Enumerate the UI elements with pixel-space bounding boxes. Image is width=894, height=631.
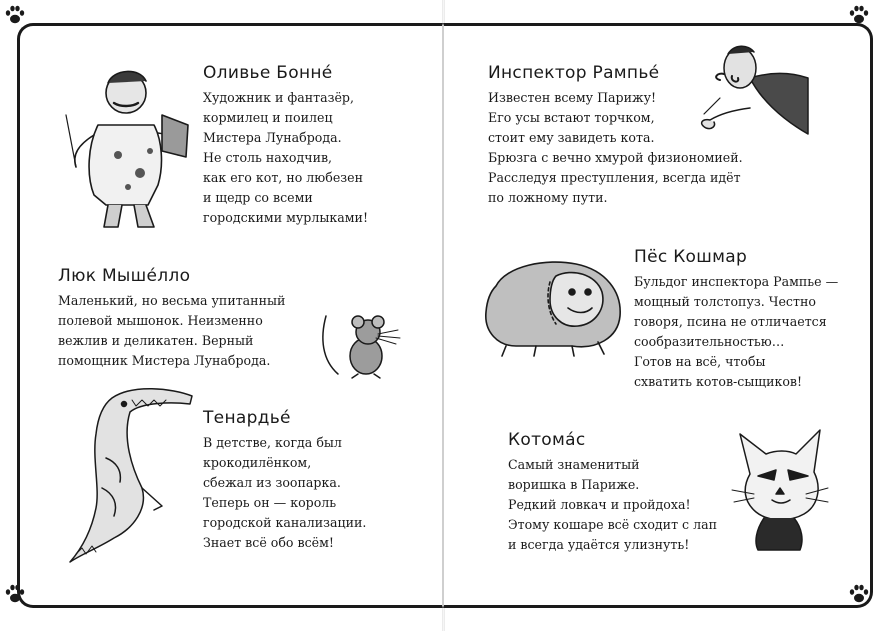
character-description [203, 433, 366, 553]
character-name: Люк Мыше́лло [58, 266, 191, 286]
description-line: Знает всё обо всём! [203, 535, 334, 550]
character-name: Оливье Бонне́ [203, 63, 333, 83]
description-line: говоря, псина не отличается [634, 314, 827, 329]
description-line: как его кот, но любезен [203, 170, 364, 185]
character-name: Пёс Кошмар [634, 247, 748, 267]
description-line: Известен всему Парижу! [488, 90, 657, 105]
description-line: Редкий ловкач и пройдоха! [508, 497, 691, 512]
description-line: В детстве, когда был [203, 435, 342, 450]
character-description [203, 88, 368, 228]
cat-illustration [730, 414, 830, 552]
description-line: Готов на всё, чтобы [634, 354, 766, 369]
character-name: Тенардье́ [203, 408, 291, 428]
description-line: Брюзга с вечно хмурой физиономией. [488, 150, 743, 165]
description-line: стоит ему завидеть кота. [488, 130, 655, 145]
bulldog-illustration [476, 246, 626, 358]
description-line: городской канализации. [203, 515, 367, 530]
paw-print-icon [848, 583, 870, 605]
character-entry [203, 407, 366, 553]
description-line: Бульдог инспектора Рампье — [634, 274, 839, 289]
description-line: Самый знаменитый [508, 457, 640, 472]
description-line: помощник Мистера Лунаброда. [58, 353, 271, 368]
description-line: и щедр со всеми [203, 190, 313, 205]
description-line: сбежал из зоопарка. [203, 475, 341, 490]
description-line: Не столь находчив, [203, 150, 333, 165]
character-entry [508, 429, 717, 555]
description-line: вежлив и деликатен. Верный [58, 333, 254, 348]
description-line: сообразительностью… [634, 334, 785, 349]
description-line: Теперь он — король [203, 495, 337, 510]
character-name: Инспектор Рампье́ [488, 63, 660, 83]
character-entry [634, 246, 838, 392]
description-line: по ложному пути. [488, 190, 608, 205]
description-line: кормилец и поилец [203, 110, 333, 125]
character-description [58, 291, 285, 371]
description-line: Этому кошаре всё сходит с лап [508, 517, 717, 532]
description-line: и всегда удаётся улизнуть! [508, 537, 690, 552]
character-description [634, 272, 838, 392]
description-line: Мистера Лунаброда. [203, 130, 342, 145]
character-name: Котома́с [508, 430, 586, 450]
paw-print-icon [848, 4, 870, 26]
description-line: городскими мурлыками! [203, 210, 369, 225]
description-line: Его усы встают торчком, [488, 110, 655, 125]
description-line: полевой мышонок. Неизменно [58, 313, 263, 328]
description-line: схватить котов-сыщиков! [634, 374, 803, 389]
description-line: воришка в Париже. [508, 477, 640, 492]
character-entry [58, 265, 285, 371]
character-entry [203, 62, 368, 228]
character-description [508, 455, 717, 555]
description-line: мощный толстопуз. Честно [634, 294, 816, 309]
inspector-illustration [690, 38, 810, 143]
paw-print-icon [4, 583, 26, 605]
crocodile-illustration [62, 378, 197, 568]
painter-illustration [58, 55, 194, 235]
paw-print-icon [4, 4, 26, 26]
description-line: Художник и фантазёр, [203, 90, 354, 105]
description-line: Расследуя преступления, всегда идёт [488, 170, 741, 185]
mouse-illustration [318, 308, 410, 380]
description-line: Маленький, но весьма упитанный [58, 293, 286, 308]
description-line: крокодилёнком, [203, 455, 312, 470]
